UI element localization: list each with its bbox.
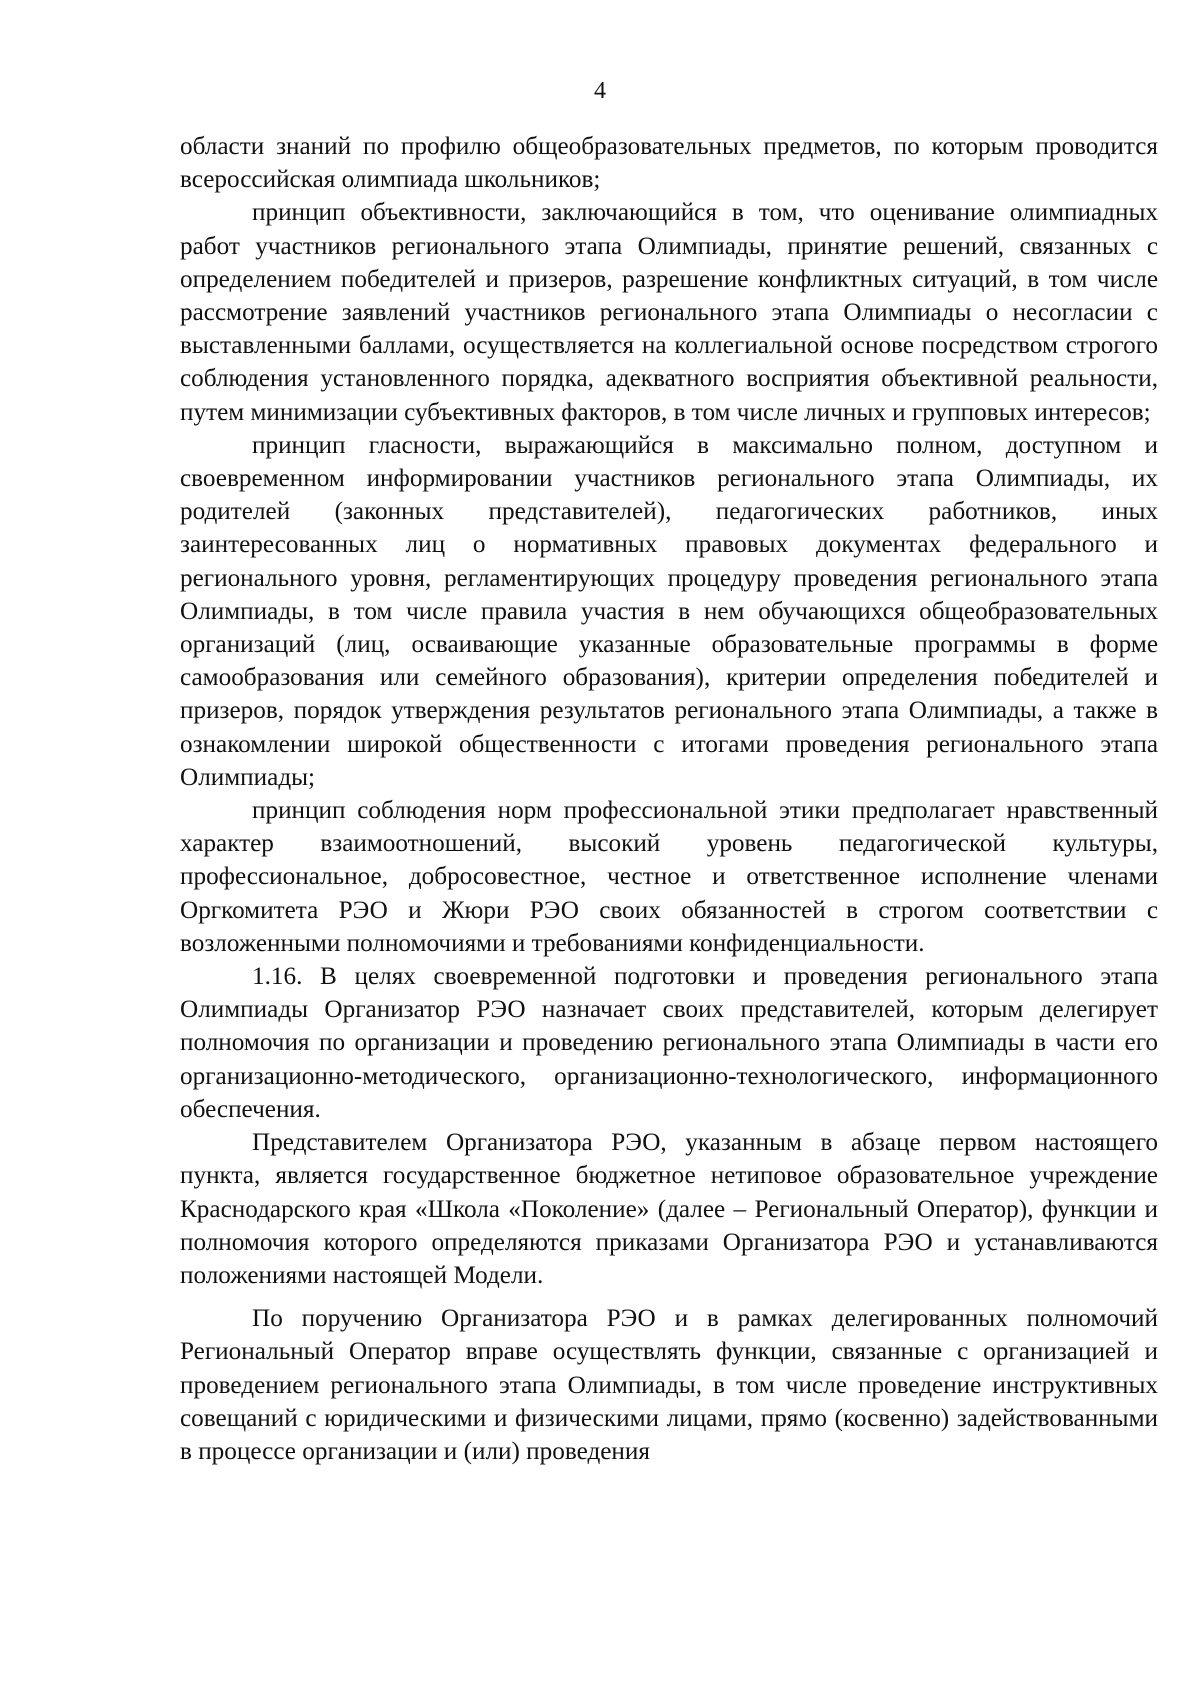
paragraph-regional-operator: Представителем Организатора РЭО, указанным в абзаце первом настоящего пункта, является государственное бюджетное нетиповое образовательное учреждение Краснодарского края «Школа «Поколение» (далее – Региональный Оператор), функции и полномочия которого определяются приказами Организатора РЭО и устанавливаются положениями настоящей Модели.	[180, 1129, 1158, 1289]
paragraph-clause-1-16: 1.16. В целях своевременной подготовки и проведения регионального этапа Олимпиады Организатор РЭО назначает своих представителей, которым делегирует полномочия по организации и проведению регионального этапа Олимпиады в части его организационно-методического, организационно-технологического, информационного обеспечения.	[180, 963, 1158, 1123]
page-number: 4	[594, 78, 606, 104]
paragraph-principle-ethics: принцип соблюдения норм профессиональной этики предполагает нравственный характер взаимоотношений, высокий уровень педагогической культуры, профессиональное, добросовестное, честное и ответственное исполнение членами Оргкомитета РЭО и Жюри РЭО своих обязанностей в строгом соответствии с возложенными полномочиями и требованиями конфиденциальности.	[180, 797, 1158, 957]
paragraph-operator-functions: По поручению Организатора РЭО и в рамках делегированных полномочий Региональный Оператор вправе осуществлять функции, связанные с организацией и проведением регионального этапа Олимпиады, в том числе проведение инструктивных совещаний с юридическими и физическими лицами, прямо (косвенно) задействованными в процессе организации и (или) проведения	[180, 1305, 1158, 1465]
paragraph-principle-publicity: принцип гласности, выражающийся в максимально полном, доступном и своевременном информировании участников регионального этапа Олимпиады, их родителей (законных представителей), педагогических работников, иных заинтересованных лиц о нормативных правовых документах федерального и регионального уровня, регламентирующих процедуру проведения регионального этапа Олимпиады, в том числе правила участия в нем обучающихся общеобразовательных организаций (лиц, осваивающие указанные образовательные программы в форме самообразования или семейного образования), критерии определения победителей и призеров, порядок утверждения результатов регионального этапа Олимпиады, а также в ознакомлении широкой общественности с итогами проведения регионального этапа Олимпиады;	[180, 431, 1158, 791]
paragraph-continuation: области знаний по профилю общеобразовательных предметов, по которым проводится всероссийская олимпиада школьников;	[180, 133, 1158, 194]
paragraph-principle-objectivity: принцип объективности, заключающийся в том, что оценивание олимпиадных работ участников регионального этапа Олимпиады, принятие решений, связанных с определением победителей и призеров, разрешение конфликтных ситуаций, в том числе рассмотрение заявлений участников регионального этапа Олимпиады о несогласии с выставленными баллами, осуществляется на коллегиальной основе посредством строгого соблюдения установленного порядка, адекватного восприятия объективной реальности, путем минимизации субъективных факторов, в том числе личных и групповых интересов;	[180, 199, 1158, 426]
document-body	[180, 130, 1158, 1468]
